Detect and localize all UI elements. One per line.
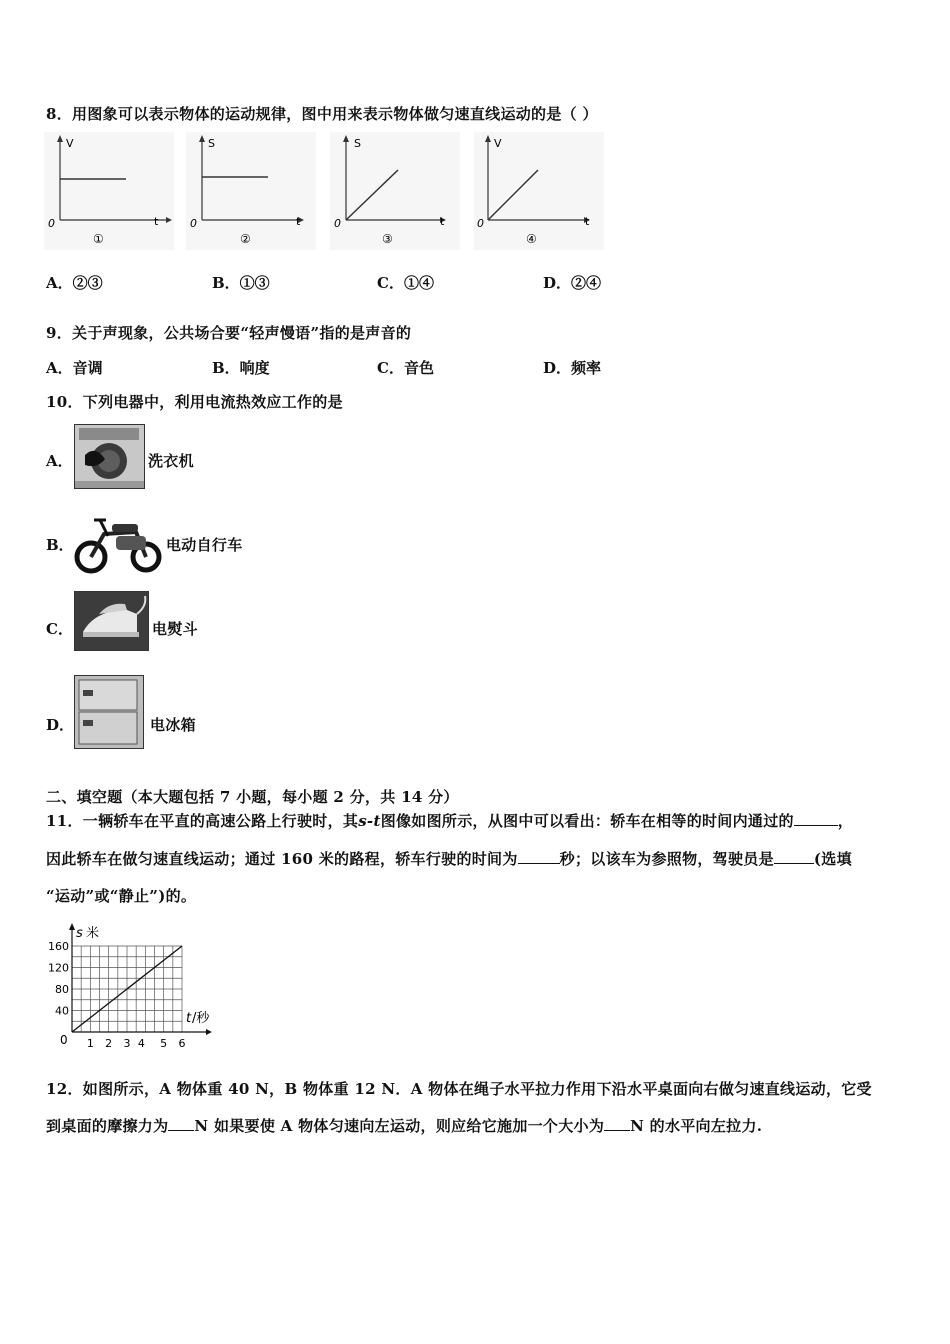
q11-line-2a: 因此轿车在做匀速直线运动；通过 160 米的路程，轿车行驶的时间为 [46,850,518,868]
q11-line-2c: (选填 [813,850,852,868]
q10-stem: 10．下列电器中，利用电流热效应工作的是 [46,393,343,411]
electric-bike-icon [74,512,164,574]
graph-caption: ④ [526,232,537,246]
q10-option-b-label: 电动自行车 [166,536,243,554]
q11-line-2 [46,848,852,869]
q10-option-b-letter[interactable]: B． [46,536,74,554]
washing-machine-icon [74,424,145,489]
chart-xlabel-var: t [186,1011,192,1026]
q11-line-1a: 11．一辆轿车在平直的高速公路上行驶时，其 [46,812,359,830]
graph-caption: ② [240,232,251,246]
graph-xlabel: t [296,215,301,228]
y-axis-arrow [69,923,75,930]
chart-ylabel-var: s [76,926,83,941]
q8-graph-1 [44,132,174,254]
y-tick-label: 160 [48,940,69,953]
q10-option-c-letter[interactable]: C． [46,620,73,638]
graph-xlabel: t [154,215,159,228]
q10-option-a-label: 洗衣机 [148,452,194,470]
q8-option-d[interactable]: D．②④ [543,274,602,292]
q9-option-b[interactable]: B．响度 [212,359,270,377]
chart-ylabel-unit: 米 [86,926,100,941]
graph-caption: ① [93,232,104,246]
x-tick-label: 4 [137,1037,145,1050]
q11-line-3: “运动”或“静止”)的。 [46,887,197,905]
q11-line-2b: 秒；以该车为参照物，驾驶员是 [559,850,774,868]
q8-graph-4 [474,132,604,254]
q10-option-c-label: 电熨斗 [152,620,198,638]
q10-option-d-label: 电冰箱 [150,716,196,734]
x-tick-label: 2 [105,1037,113,1050]
q9-option-a[interactable]: A．音调 [46,359,103,377]
q8-option-b[interactable]: B．①③ [212,274,270,292]
refrigerator-icon [74,675,144,749]
q12-blank-2[interactable] [604,1116,630,1131]
q10-option-d-letter[interactable]: D． [46,716,75,734]
graph-ylabel: S [354,137,361,150]
x-tick-label: 1 [86,1037,94,1050]
graph-ylabel: V [494,137,502,150]
q9-stem: 9．关于声现象，公共场合要“轻声慢语”指的是声音的 [46,324,412,342]
x-tick-label: 5 [160,1037,168,1050]
graph-ylabel: S [208,137,215,150]
chart-origin: 0 [60,1033,68,1047]
graph-origin: 0 [190,217,197,230]
y-tick-label: 120 [48,961,69,975]
graph-xlabel: t [585,215,590,228]
x-axis-arrow [206,1029,212,1035]
q11-line-1 [46,810,853,831]
graph-origin: 0 [334,217,341,230]
q9-option-c[interactable]: C．音色 [377,359,434,377]
y-tick-label: 80 [55,983,69,996]
graph-origin: 0 [477,217,484,230]
x-tick-label: 3 [123,1037,131,1050]
chart-xlabel-unit: /秒 [192,1011,210,1026]
q8-option-c[interactable]: C．①④ [377,274,434,292]
q12-line-1: 12．如图所示，A 物体重 40 N，B 物体重 12 N．A 物体在绳子水平拉力作用下沿水平桌面向右做匀速直线运动，它受 [46,1080,872,1098]
q8-option-a[interactable]: A．②③ [46,274,103,292]
q8-graph-2 [186,132,316,254]
electric-iron-icon [74,591,149,651]
st-chart [40,920,220,1056]
graph-origin: 0 [48,217,55,230]
q8-graph-3 [330,132,460,254]
q12-blank-1[interactable] [168,1116,194,1131]
q9-option-d[interactable]: D．频率 [543,359,602,377]
q12-line-2 [46,1115,762,1136]
graph-ylabel: V [66,137,74,150]
x-tick-label: 6 [178,1037,186,1050]
q11-blank-1[interactable] [794,811,838,826]
q11-line-1c: ， [837,812,854,830]
q10-option-a-letter[interactable]: A． [46,452,73,470]
q12-line-2a: 到桌面的摩擦力为 [46,1117,169,1135]
q12-line-2b: N 如果要使 A 物体匀速向左运动，则应给它施加一个大小为 [194,1117,605,1135]
q11-blank-2[interactable] [518,849,560,864]
section-2-title: 二、填空题（本大题包括 7 小题，每小题 2 分，共 14 分） [46,788,459,806]
q11-blank-3[interactable] [774,849,814,864]
q11-st-label: s-t [358,812,381,830]
graph-caption: ③ [382,232,393,246]
q12-line-2c: N 的水平向左拉力. [630,1117,763,1135]
q11-line-1b: 图像如图所示，从图中可以看出：轿车在相等的时间内通过的 [380,812,794,830]
y-tick-label: 40 [55,1004,69,1018]
graph-xlabel: t [440,215,445,228]
q8-stem: 8．用图象可以表示物体的运动规律，图中用来表示物体做匀速直线运动的是（ ） [46,105,598,123]
